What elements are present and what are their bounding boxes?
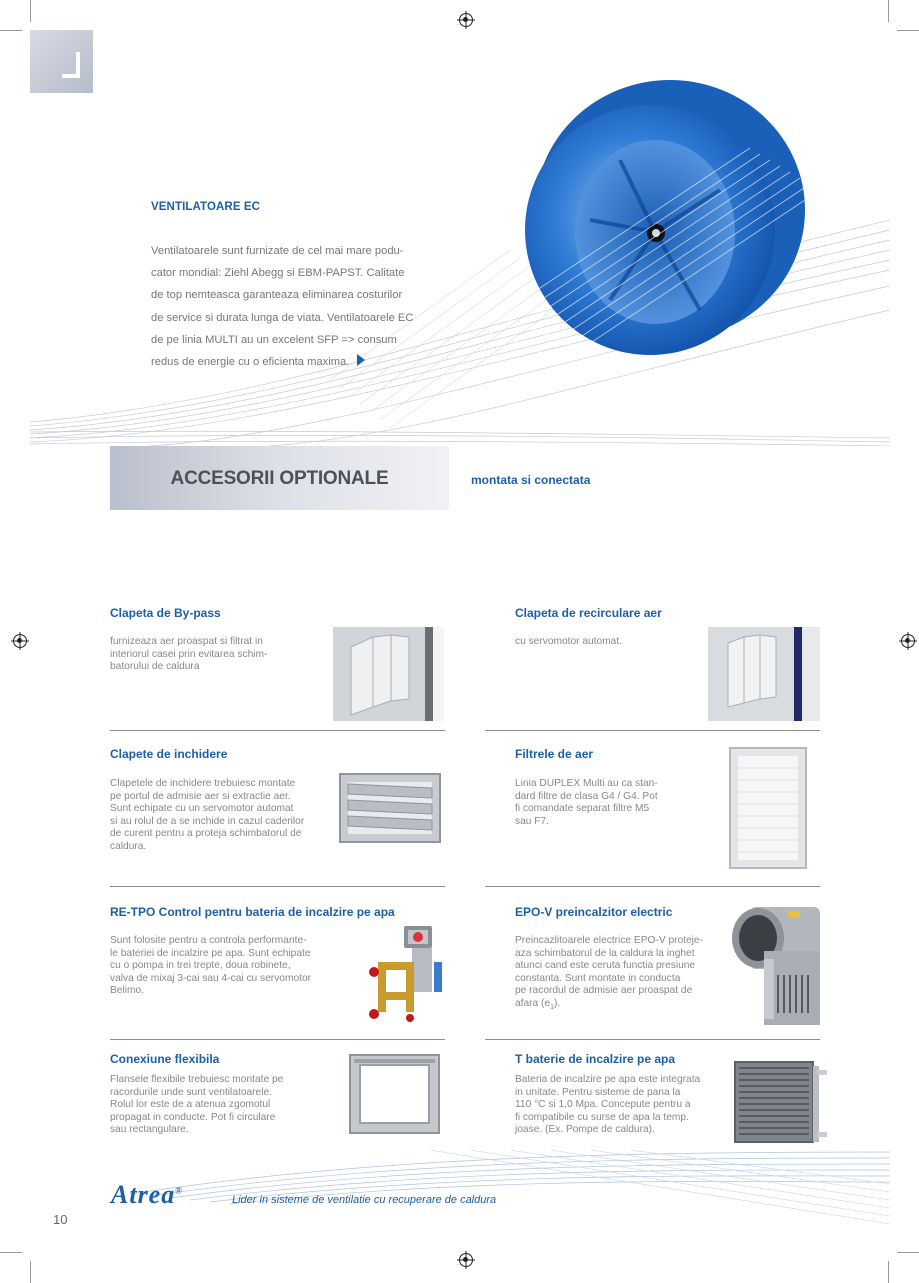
item-line: valva de mixaj 3-cai sau 4-cai cu servomotor xyxy=(110,972,311,984)
registration-mark-icon xyxy=(13,634,27,648)
crop-mark xyxy=(888,0,889,22)
ec-fan-image xyxy=(470,70,830,370)
registration-mark-icon xyxy=(901,634,915,648)
section-divider xyxy=(110,1039,445,1040)
electric-preheater-image xyxy=(728,903,820,1028)
heating-control-valve-image xyxy=(360,922,442,1022)
description-line: cator mondial: Ziehl Abegg si EBM-PAPST. Calitate xyxy=(151,267,405,280)
subscript: 1 xyxy=(550,1004,555,1011)
item-description xyxy=(515,1074,730,1137)
page-number: 10 xyxy=(53,1212,68,1227)
item-line: propagat in conducte. Pot fi circulare xyxy=(110,1111,276,1123)
item-line: Bateria de incalzire pe apa este integrata xyxy=(515,1074,701,1085)
item-title: RE-TPO Control pentru bateria de incalzire pe apa xyxy=(110,905,395,919)
item-line: Preincazlitoarele electrice EPO-V proteje- xyxy=(515,935,703,946)
crop-mark xyxy=(0,1252,22,1253)
section-divider xyxy=(485,1039,820,1040)
item-line: Clapetele de inchidere trebuiesc montate xyxy=(110,778,296,789)
footer-slogan: Lider in sisteme de ventilatie cu recuperare de caldura xyxy=(232,1194,497,1206)
item-line: fi comandate separat filtre M5 xyxy=(515,803,650,815)
item-description xyxy=(110,778,345,854)
ventilators-description xyxy=(151,240,451,373)
item-line: caldura. xyxy=(110,840,147,852)
air-filter-image xyxy=(728,746,808,870)
atrea-logo xyxy=(111,1180,183,1210)
item-line xyxy=(515,998,730,1015)
item-description xyxy=(110,636,320,674)
description-line: de top nemteasca garanteaza eliminarea costurilor xyxy=(151,289,403,302)
item-description xyxy=(110,935,345,998)
item-line: pe portul de admisie aer si extractie aer. xyxy=(110,790,291,802)
item-line: Belimo. xyxy=(110,985,144,997)
description-line-last xyxy=(151,351,451,373)
bypass-damper-image xyxy=(333,627,444,721)
item-line: si au rolul de a se inchide in cazul caderilor xyxy=(110,815,305,827)
item-line: joase. (Ex. Pompe de caldura). xyxy=(515,1124,655,1136)
registration-mark-icon xyxy=(459,13,473,27)
registration-mark-icon xyxy=(459,1253,473,1267)
footer-wave-pattern xyxy=(130,1150,890,1228)
item-line: pe racordul de admisie aer proaspat de xyxy=(515,985,693,997)
item-line: dard filtre de clasa G4 / G4. Pot xyxy=(515,790,658,802)
item-line: Sunt folosite pentru a controla performante- xyxy=(110,935,307,946)
crop-mark xyxy=(888,1261,889,1283)
crop-mark xyxy=(897,30,919,31)
registered-mark: ® xyxy=(175,1185,183,1196)
item-line: furnizeaza aer proaspat si filtrat in xyxy=(110,636,263,647)
item-line: Flansele flexibile trebuiesc montate pe xyxy=(110,1074,284,1085)
crop-mark xyxy=(0,30,22,31)
crop-mark xyxy=(30,0,31,22)
item-line-text: afara (e xyxy=(515,997,551,1009)
item-line: sau F7. xyxy=(515,815,549,827)
item-line: cu servomotor automat. xyxy=(515,636,623,647)
description-line: de pe linia MULTI au un excelent SFP => consum xyxy=(151,333,397,346)
item-line: batorului de caldura xyxy=(110,661,200,673)
logo-text: Atrea xyxy=(111,1180,176,1209)
section-divider xyxy=(485,886,820,887)
item-description xyxy=(515,935,730,1015)
item-title: Clapeta de recirculare aer xyxy=(515,606,662,620)
description-line: de service si durata lunga de viata. Ventilatoarele EC xyxy=(151,311,414,324)
description-line: redus de energie cu o eficienta maxima. xyxy=(151,356,350,369)
item-title: EPO-V preincalzitor electric xyxy=(515,905,673,919)
arrow-right-icon xyxy=(357,354,365,366)
description-line: Ventilatoarele sunt furnizate de cel mai mare podu- xyxy=(151,245,404,257)
section-divider xyxy=(110,730,445,731)
item-description xyxy=(515,636,695,649)
item-title: Conexiune flexibila xyxy=(110,1052,220,1066)
item-description xyxy=(515,778,695,828)
section-divider xyxy=(110,886,445,887)
item-line: sau rectangulare. xyxy=(110,1124,189,1136)
shutoff-damper-image xyxy=(338,770,444,845)
item-title: Clapeta de By-pass xyxy=(110,606,221,620)
item-title: Clapete de inchidere xyxy=(110,747,228,761)
section-divider xyxy=(485,730,820,731)
item-line: Sunt echipate cu un servomotor automat xyxy=(110,803,294,815)
crop-mark xyxy=(897,1252,919,1253)
item-line: Linia DUPLEX Multi au ca stan- xyxy=(515,778,658,789)
item-line: racordurile unde sunt ventilatoarele. xyxy=(110,1086,272,1098)
accessories-heading: ACCESORII OPTIONALE xyxy=(170,468,389,489)
ventilators-title: VENTILATOARE EC xyxy=(151,201,261,213)
flexible-connection-image xyxy=(348,1053,441,1135)
item-line: 110 °C si 1,0 Mpa. Concepute pentru a xyxy=(515,1099,691,1111)
item-line-tail: ). xyxy=(554,997,561,1009)
recirculation-damper-image xyxy=(708,627,820,721)
item-line: constanta. Sunt montate in conducta xyxy=(515,972,681,984)
item-description xyxy=(110,1074,325,1137)
item-line: in unitate. Pentru sisteme de pana la xyxy=(515,1086,681,1098)
item-line: Rolul lor este de a atenua zgomotul xyxy=(110,1099,271,1111)
item-title: T baterie de incalzire pe apa xyxy=(515,1052,676,1066)
item-line: cu o pompa in trei trepte, doua robinete, xyxy=(110,960,291,972)
item-title: Filtrele de aer xyxy=(515,747,594,761)
item-line: interiorul casei prin evitarea schim- xyxy=(110,648,268,660)
water-heating-coil-image xyxy=(733,1058,827,1146)
item-line: atunci cand este ceruta functia presiune xyxy=(515,960,696,972)
item-line: de curent pentru a proteja schimbatorul de xyxy=(110,828,302,840)
item-line: le bateriei de incalzire pe apa. Sunt echipate xyxy=(110,947,311,959)
item-line: aza schimbatorul de la caldura la inghet xyxy=(515,947,695,959)
accessories-subheading: montata si conectata xyxy=(471,473,591,487)
item-line: fi compatibile cu surse de apa la temp. xyxy=(515,1111,689,1123)
crop-mark xyxy=(30,1261,31,1283)
corner-tab-mark-icon xyxy=(62,52,80,78)
